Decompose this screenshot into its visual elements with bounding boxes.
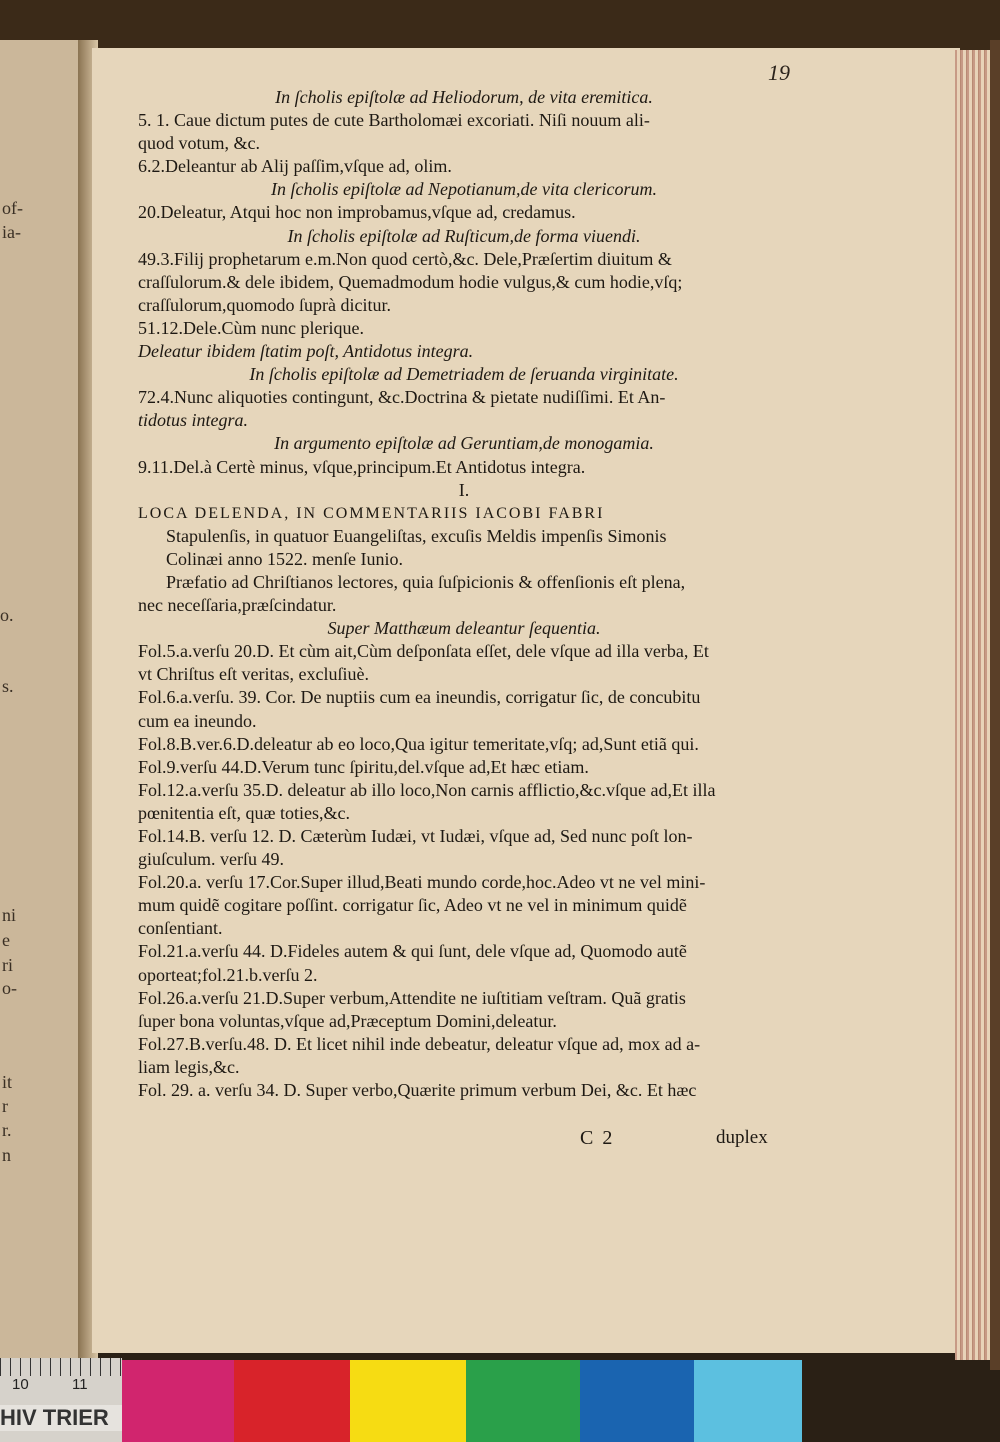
color-swatch-green (466, 1360, 580, 1442)
left-page-fragment: e (2, 930, 10, 950)
text-line: mum quidẽ cogitare poſſint. corrigatur ſic, Adeo vt ne vel in minimum quidẽ (138, 895, 687, 916)
text-line: Fol.12.a.verſu 35.D. deleatur ab illo loco,Non carnis afflictio,&c.vſque ad,Et illa (138, 779, 716, 800)
text-line: 51.12.Dele.Cùm nunc plerique. (138, 317, 364, 338)
text-line: 72.4.Nunc aliquoties contingunt, &c.Doctrina & pietate nudiſſimi. Et An- (138, 387, 666, 408)
scan-background-right (990, 40, 1000, 1370)
text-line: In ſcholis epiſtolæ ad Nepotianum,de vita clericorum. (271, 179, 657, 200)
text-line: conſentiant. (138, 918, 223, 939)
left-page-fragment: r (2, 1096, 8, 1116)
text-line: Deleatur ibidem ſtatim poſt, Antidotus integra. (138, 341, 474, 362)
text-line: 5. 1. Caue dictum putes de cute Bartholomæi excoriati. Niſi nouum ali- (138, 110, 650, 131)
text-line: Fol.27.B.verſu.48. D. Et licet nihil inde debeatur, deleatur vſque ad, mox ad a- (138, 1033, 701, 1054)
left-page-fragment: n (2, 1145, 11, 1165)
text-line: Fol.14.B. verſu 12. D. Cæterùm Iudæi, vt Iudæi, vſque ad, Sed nunc poſt lon- (138, 826, 693, 846)
text-line: craſſulorum,quomodo ſuprà dicitur. (138, 294, 391, 315)
text-line: Super Matthæum deleantur ſequentia. (327, 618, 601, 639)
text-line: giuſculum. verſu 49. (138, 849, 284, 870)
text-line: liam legis,&c. (138, 1056, 240, 1077)
text-line: 20.Deleatur, Atqui hoc non improbamus,vſque ad, credamus. (138, 202, 576, 223)
ruler-number: 10 (12, 1376, 29, 1393)
ruler-ticks (0, 1358, 122, 1376)
left-page-fragment: o- (2, 978, 17, 998)
text-line: ſuper bona voluntas,vſque ad,Præceptum Domini,deleatur. (138, 1010, 557, 1031)
color-swatch-red (234, 1360, 350, 1442)
text-line: Fol.5.a.verſu 20.D. Et cùm ait,Cùm deſponſata eſſet, dele vſque ad illa verba, Et (138, 641, 709, 662)
text-line: Fol.21.a.verſu 44. D.Fideles autem & qui ſunt, dele vſque ad, Quomodo autẽ (138, 941, 687, 962)
text-line: Fol.26.a.verſu 21.D.Super verbum,Attendite ne iuſtitiam veſtram. Quã gratis (138, 987, 686, 1008)
ruler-number: 11 (72, 1376, 88, 1393)
ruler-label: HIV TRIER (0, 1405, 122, 1431)
left-page-fragment: ni (2, 905, 17, 925)
text-line: Præfatio ad Chriſtianos lectores, quia ſuſpicionis & offenſionis eſt plena, (166, 571, 686, 592)
left-page-fragment: ia- (2, 222, 21, 242)
color-swatch-yellow (350, 1360, 466, 1442)
text-line: In ſcholis epiſtolæ ad Ruſticum,de forma viuendi. (287, 225, 641, 246)
page-text-block (138, 86, 790, 1102)
left-page-fragment: it (2, 1072, 13, 1092)
text-line: Stapulenſis, in quatuor Euangeliſtas, excuſis Meldis impenſis Simonis (166, 525, 667, 546)
page-edges (955, 50, 991, 1360)
left-page-fragment: of- (2, 198, 23, 218)
text-line: Fol.9.verſu 44.D.Verum tunc ſpiritu,del.vſque ad,Et hæc etiam. (138, 756, 589, 777)
page-number: 19 (768, 60, 790, 85)
text-line: In ſcholis epiſtolæ ad Demetriadem de ſeruanda virginitate. (249, 364, 679, 385)
left-page-fragment: ri (2, 955, 13, 975)
catchword: duplex (716, 1127, 768, 1148)
text-line: 49.3.Filij prophetarum e.m.Non quod certò,&c. Dele,Præſertim diuitum & (138, 248, 672, 269)
signature-mark: C 2 (580, 1127, 615, 1149)
text-line: cum ea ineundo. (138, 710, 257, 731)
text-line: Fol. 29. a. verſu 34. D. Super verbo,Quærite primum verbum Dei, &c. Et hæc (138, 1080, 697, 1101)
color-swatch-blue (580, 1360, 694, 1442)
text-line: pœnitentia eſt, quæ toties,&c. (138, 802, 350, 823)
left-page-fragment: o. (0, 605, 14, 625)
text-line: quod votum, &c. (138, 133, 260, 154)
text-line: Fol.8.B.ver.6.D.deleatur ab eo loco,Qua igitur temeritate,vſq; ad,Sunt etiã qui. (138, 733, 699, 754)
left-page-fragment: s. (2, 676, 14, 696)
color-swatch-cyan (694, 1360, 802, 1442)
text-line: vt Chriſtus eſt veritas, excluſiuè. (138, 664, 369, 685)
text-line: In ſcholis epiſtolæ ad Heliodorum, de vita eremitica. (275, 87, 653, 107)
text-line: In argumento epiſtolæ ad Geruntiam,de monogamia. (274, 433, 654, 454)
left-page-fragment: r. (2, 1120, 12, 1140)
color-swatch-magenta (122, 1360, 234, 1442)
text-line: oporteat;fol.21.b.verſu 2. (138, 964, 318, 985)
text-line: nec neceſſaria,præſcindatur. (138, 595, 337, 616)
text-line: 6.2.Deleantur ab Alij paſſim,vſque ad, olim. (138, 156, 452, 177)
text-line: tidotus integra. (138, 410, 249, 431)
text-line: craſſulorum.& dele ibidem, Quemadmodum hodie vulgus,& cum hodie,vſq; (138, 271, 683, 292)
text-line: LOCA DELENDA, IN COMMENTARIIS IACOBI FABRI (138, 504, 605, 522)
text-line: Colinæi anno 1522. menſe Iunio. (166, 548, 403, 569)
text-line: I. (458, 479, 470, 500)
text-line: Fol.20.a. verſu 17.Cor.Super illud,Beati mundo corde,hoc.Adeo vt ne vel mini- (138, 872, 706, 893)
text-line: Fol.6.a.verſu. 39. Cor. De nuptiis cum ea ineundis, corrigatur ſic, de concubitu (138, 687, 701, 708)
scan-background-top (0, 0, 1000, 52)
text-line: 9.11.Del.à Certè minus, vſque,principum.Et Antidotus integra. (138, 456, 586, 477)
